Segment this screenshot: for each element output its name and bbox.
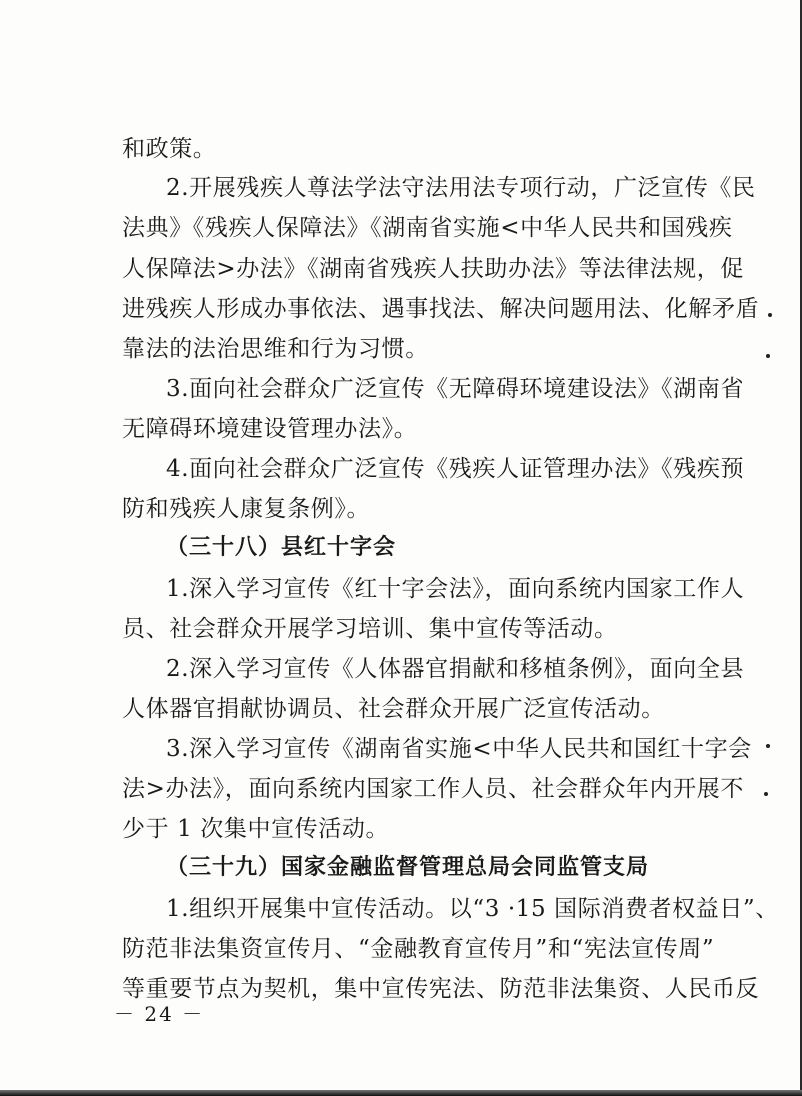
section-heading-38: （三十八）县红十字会 — [166, 535, 397, 560]
text-line-12: 1.深入学习宣传《红十字会法》，面向系统内国家工作人 — [166, 576, 745, 602]
scan-speck — [766, 744, 770, 748]
text-line-20: 1.组织开展集中宣传活动。以“3 ·15 国际消费者权益日”、 — [166, 896, 779, 922]
text-line-16: 3.深入学习宣传《湖南省实施<中华人民共和国红十字会 — [166, 736, 752, 762]
text-line-3: 法典》《残疾人保障法》《湖南省实施<中华人民共和国残疾 — [122, 215, 733, 241]
text-line-6: 靠法的法治思维和行为习惯。 — [122, 336, 429, 362]
scan-speck — [768, 313, 772, 317]
scan-speck — [764, 792, 768, 796]
page-number: － 24 － — [114, 1002, 205, 1026]
text-line-2: 2.开展残疾人尊法学法守法用法专项行动，广泛宣传《民 — [166, 175, 756, 201]
text-line-14: 2.深入学习宣传《人体器官捐献和移植条例》，面向全县 — [166, 656, 745, 682]
text-line-15: 人体器官捐献协调员、社会群众开展广泛宣传活动。 — [122, 696, 665, 722]
text-line-21: 防范非法集资宣传月、“金融教育宣传月”和“宪法宣传周” — [122, 936, 715, 962]
text-line-1: 和政策。 — [122, 136, 217, 162]
text-line-9: 4.面向社会群众广泛宣传《残疾人证管理办法》《残疾预 — [166, 456, 745, 482]
section-heading-39: （三十九）国家金融监督管理总局会同监管支局 — [166, 855, 650, 880]
text-line-17: 法>办法》，面向系统内国家工作人员、社会群众年内开展不 — [122, 776, 744, 802]
text-line-10: 防和残疾人康复条例》。 — [122, 496, 371, 522]
scan-speck — [766, 354, 770, 358]
text-line-22: 等重要节点为契机，集中宣传宪法、防范非法集资、人民币反 — [122, 976, 760, 1002]
text-line-4: 人保障法>办法》《湖南省残疾人扶助办法》等法律法规，促 — [122, 256, 744, 282]
text-line-5: 进残疾人形成办事依法、遇事找法、解决问题用法、化解矛盾 — [122, 296, 760, 322]
text-line-13: 员、社会群众开展学习培训、集中宣传等活动。 — [122, 616, 618, 642]
scan-edge-bottom — [0, 1090, 802, 1096]
text-line-18: 少于 1 次集中宣传活动。 — [122, 816, 390, 842]
text-line-8: 无障碍环境建设管理办法》。 — [122, 416, 418, 442]
text-line-7: 3.面向社会群众广泛宣传《无障碍环境建设法》《湖南省 — [166, 376, 745, 402]
